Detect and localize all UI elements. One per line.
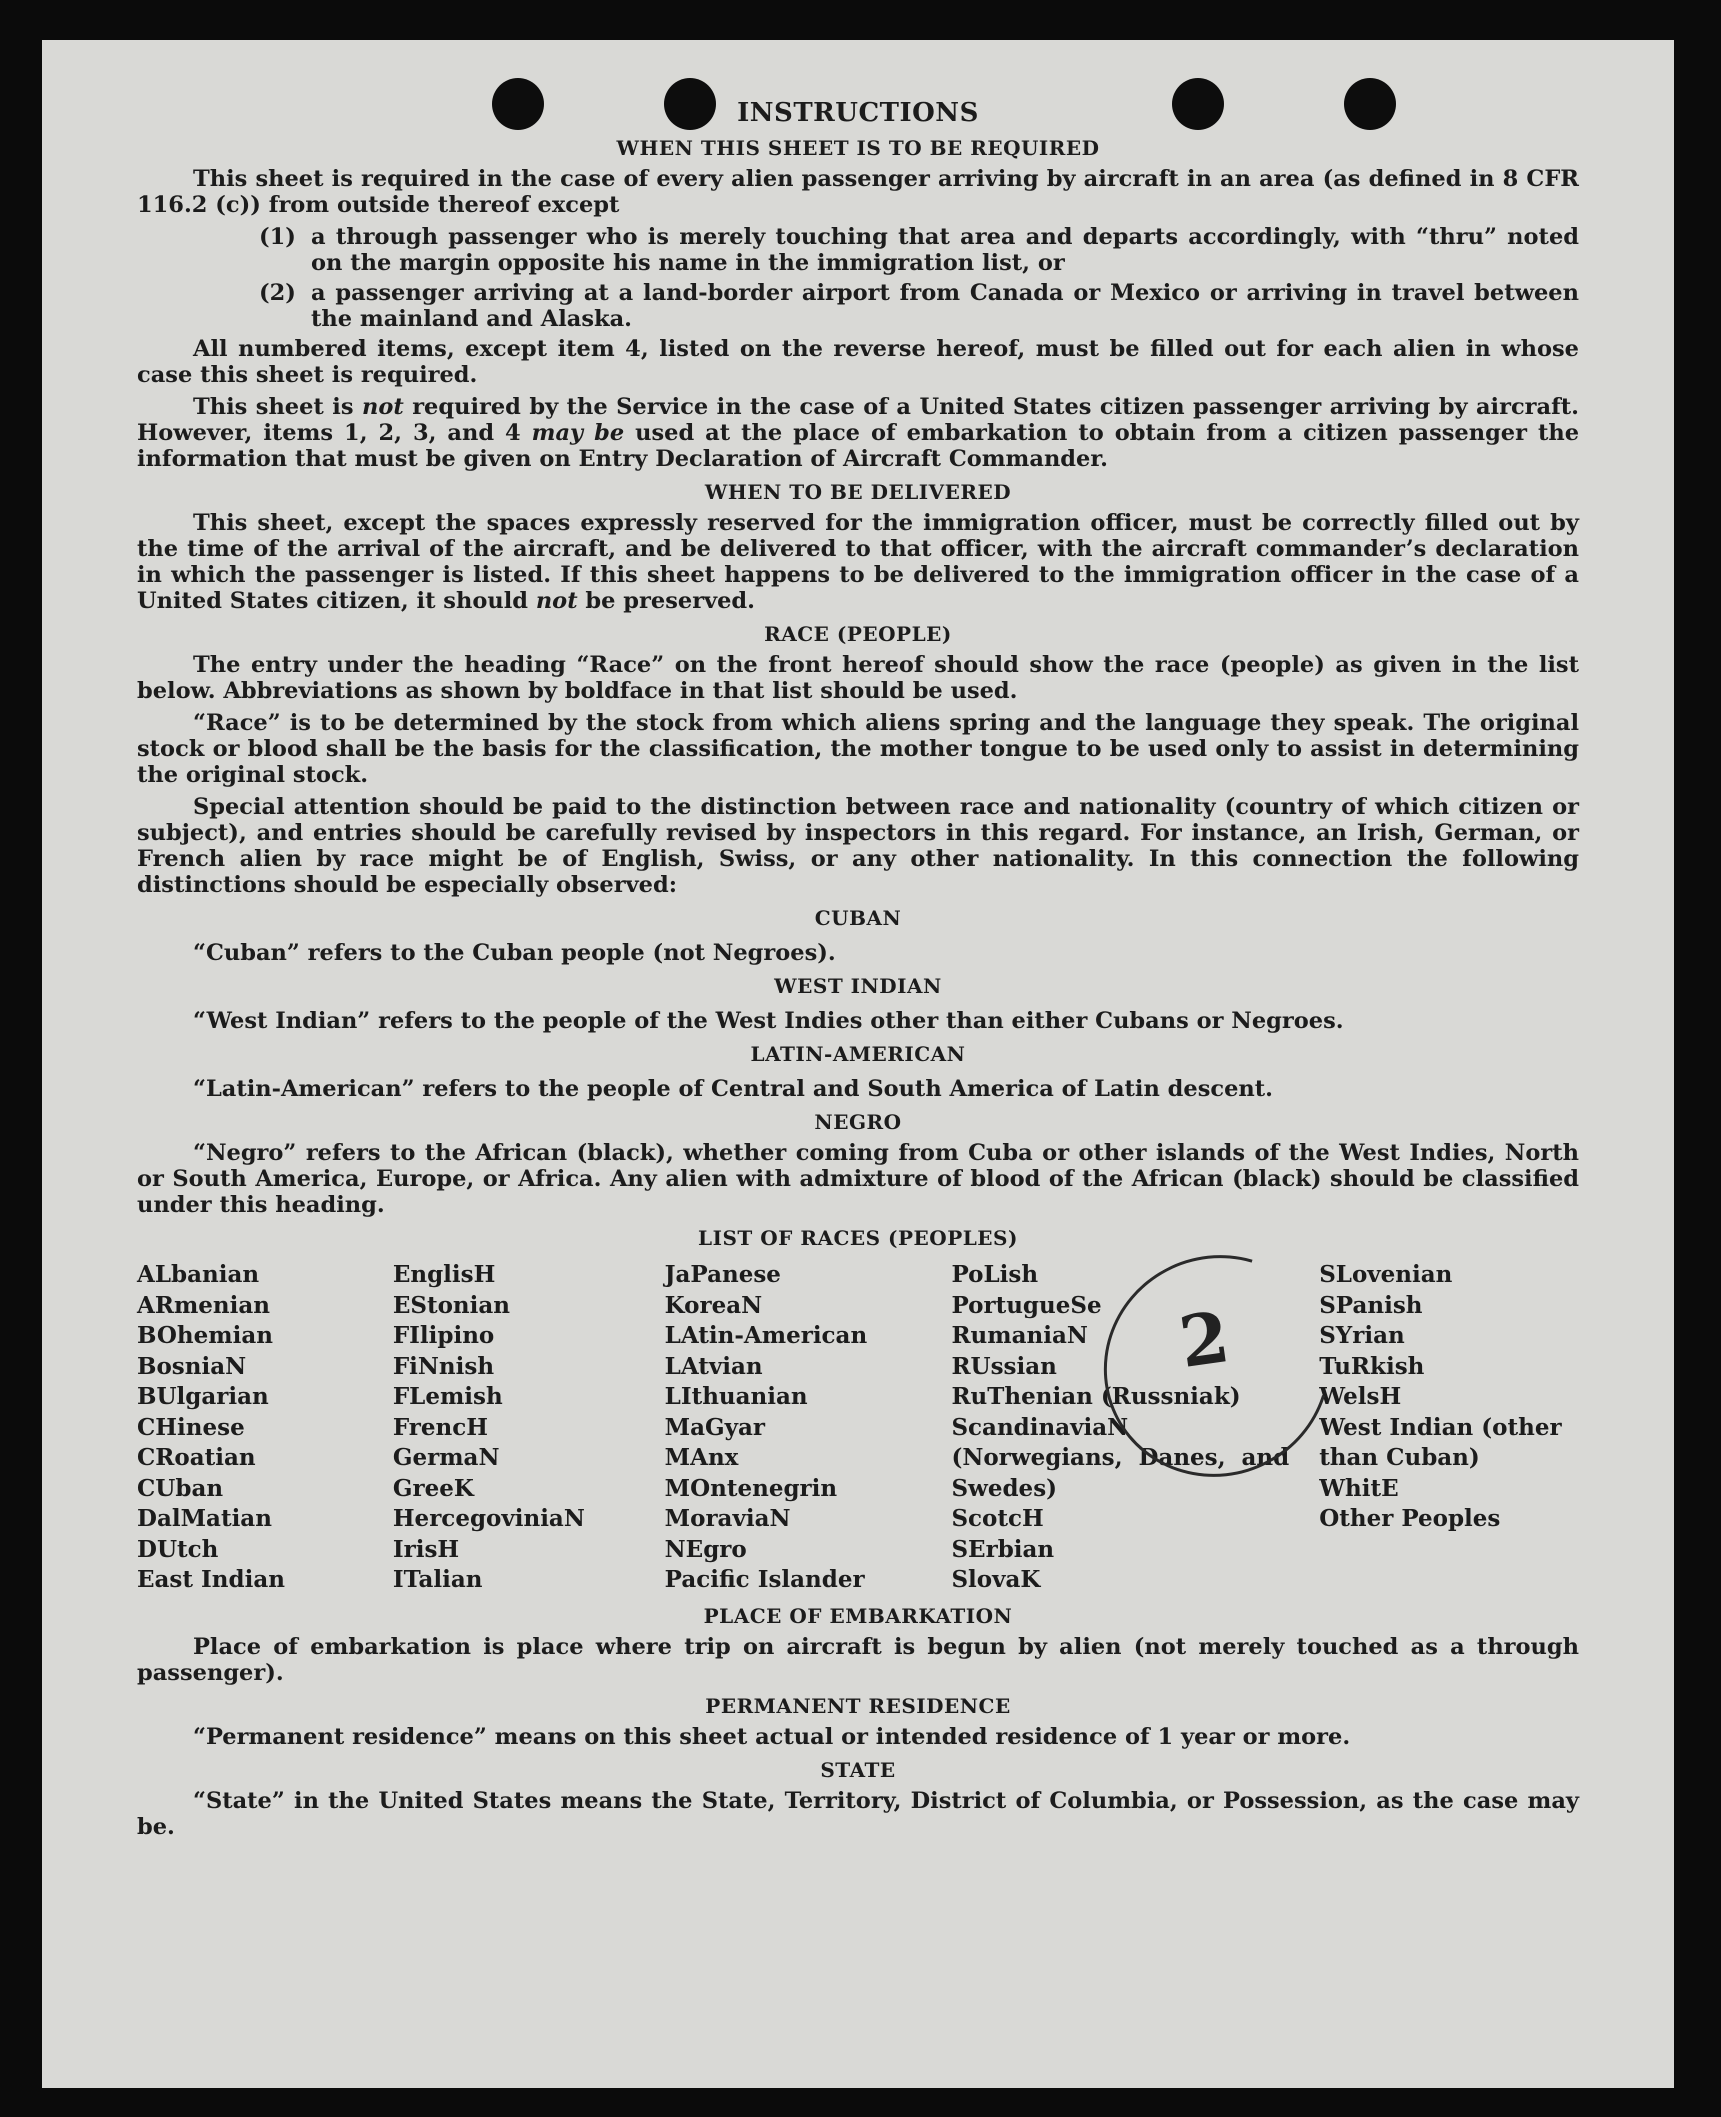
race-item: FLemish	[392, 1383, 503, 1410]
punch-hole	[664, 78, 716, 130]
race-item: TuRkish	[1319, 1352, 1425, 1380]
race-item: KoreaN	[664, 1291, 763, 1319]
text-run: This sheet is	[193, 394, 362, 420]
race-para2: “Race” is to be determined by the stock from which aliens spring and the language they speak. The original stock or blood shall be the basis for the classification, the mother tongue to be used only to assist in determining the original stock.	[137, 710, 1579, 788]
race-item: FIlipino	[392, 1322, 495, 1349]
race-item: GermaN	[392, 1444, 500, 1471]
race-item: RumaniaN	[951, 1322, 1088, 1349]
race-item: DUtch	[137, 1535, 219, 1563]
exception-number: (1)	[259, 224, 296, 250]
race-item: BUlgarian	[137, 1383, 269, 1410]
negro-text: “Negro” refers to the African (black), whether coming from Cuba or other islands of the West Indies, North or South America, Europe, or Africa. Any alien with admixture of blood of the African (black) should be classified under this heading.	[137, 1140, 1579, 1218]
race-item: LIthuanian	[664, 1383, 808, 1410]
race-column	[665, 1260, 952, 1596]
race-item: RuThenian (Russniak)	[951, 1383, 1241, 1410]
race-item: LAtvian	[664, 1352, 763, 1380]
race-item: Pacific Islander	[664, 1566, 865, 1593]
race-item: MaGyar	[664, 1413, 766, 1441]
race-item: SPanish	[1319, 1291, 1423, 1319]
race-item: RUssian	[951, 1352, 1057, 1380]
residence-text: “Permanent residence” means on this sheet actual or intended residence of 1 year or more.	[193, 1723, 1351, 1750]
race-column	[393, 1260, 665, 1596]
text-run: required by the Service in the case of a United States citizen passenger arriving by aircraft. However, items 1, 2, 3, and 4	[137, 394, 1579, 446]
handwritten-mark: 2	[1174, 1295, 1235, 1384]
race-column	[137, 1260, 393, 1596]
race-item: MAnx	[664, 1444, 739, 1471]
race-para1: The entry under the heading “Race” on the front hereof should show the race (people) as given in the list below. Abbreviations as shown by boldface in that list should be used.	[137, 652, 1579, 704]
latin-american-text: “Latin-American” refers to the people of Central and South America of Latin descent.	[193, 1076, 1273, 1102]
text-run: be preserved.	[577, 588, 756, 614]
exception-text: a through passenger who is merely touching that area and departs accordingly, with “thru” noted on the margin opposite his name in the immigration list, or	[311, 224, 1579, 276]
race-item: WhitE	[1319, 1474, 1399, 1502]
heading-delivered: WHEN TO BE DELIVERED	[704, 480, 1012, 504]
heading-state: STATE	[820, 1757, 896, 1782]
race-group	[1319, 1474, 1579, 1535]
race-item: MOntenegrin	[664, 1474, 838, 1502]
state-text: “State” in the United States means the State, Territory, District of Columbia, or Possession, as the case may be.	[137, 1787, 1579, 1840]
heading-race: RACE (PEOPLE)	[764, 622, 952, 646]
embarkation-text: Place of embarkation is place where trip on aircraft is begun by alien (not merely touched as a through passenger).	[137, 1633, 1579, 1686]
race-column	[1319, 1260, 1579, 1596]
race-group	[951, 1504, 1319, 1596]
text-run: used at the place of embarkation to obtain from a citizen passenger the information that must be given on Entry Declaration of Aircraft Commander.	[137, 420, 1580, 472]
race-item: ScotcH	[951, 1505, 1044, 1532]
race-item: East Indian	[137, 1566, 285, 1593]
race-item: SlovaK	[951, 1566, 1041, 1593]
race-item: SLovenian	[1319, 1261, 1453, 1288]
race-item: SErbian	[951, 1535, 1055, 1563]
race-item: PortugueSe	[951, 1291, 1102, 1319]
race-para3: Special attention should be paid to the distinction between race and nationality (country of which citizen or subject), and entries should be carefully revised by inspectors in this regard. For instance, an Irish, German, or French alien by race might be of English, Swiss, or any other nationality. In this connection the following distinctions should be especially observed:	[137, 794, 1579, 898]
race-item: ITalian	[392, 1566, 483, 1593]
heading-cuban: CUBAN	[814, 906, 902, 930]
document-sheet	[42, 40, 1674, 2088]
race-item: DalMatian	[137, 1505, 272, 1532]
exception-number: (2)	[259, 280, 296, 306]
race-list	[137, 1260, 1579, 1596]
race-item: HercegoviniaN	[392, 1505, 585, 1532]
race-item: LAtin-American	[664, 1322, 868, 1349]
race-item: PoLish	[951, 1261, 1039, 1288]
required-para3	[137, 394, 1579, 472]
race-item: CHinese	[137, 1413, 245, 1441]
page-title: INSTRUCTIONS	[737, 98, 979, 128]
race-item: EStonian	[392, 1291, 511, 1319]
west-indian-text: “West Indian” refers to the people of the West Indies other than either Cubans or Negroes.	[193, 1008, 1344, 1034]
race-item: FrencH	[392, 1413, 488, 1441]
heading-negro: NEGRO	[814, 1110, 902, 1134]
punch-hole	[492, 78, 544, 130]
race-item: NEgro	[664, 1535, 747, 1563]
race-item: ScandinaviaN (Norwegians, Danes, and Swedes)	[951, 1413, 1290, 1502]
race-item: ALbanian	[137, 1261, 260, 1288]
race-item: GreeK	[392, 1474, 474, 1502]
race-item: SYrian	[1319, 1322, 1405, 1349]
heading-west-indian: WEST INDIAN	[774, 974, 942, 998]
exception-item	[137, 224, 1579, 276]
race-item: Other Peoples	[1319, 1505, 1501, 1532]
race-item: JaPanese	[664, 1261, 781, 1288]
race-item: ARmenian	[137, 1291, 271, 1319]
exception-item	[137, 280, 1579, 332]
heading-embarkation: PLACE OF EMBARKATION	[703, 1603, 1013, 1628]
punch-hole	[1172, 78, 1224, 130]
race-item: IrisH	[392, 1535, 460, 1563]
heading-latin-american: LATIN-AMERICAN	[750, 1042, 966, 1066]
race-item: CUban	[137, 1474, 224, 1502]
race-item: CRoatian	[137, 1444, 256, 1471]
required-para2: All numbered items, except item 4, listed on the reverse hereof, must be filled out for each alien in whose case this sheet is required.	[137, 336, 1579, 388]
emphasis: not	[535, 588, 578, 614]
race-item: BosniaN	[137, 1352, 247, 1380]
heading-race-list: LIST OF RACES (PEOPLES)	[698, 1226, 1018, 1250]
race-item: BOhemian	[137, 1322, 273, 1349]
required-intro: This sheet is required in the case of every alien passenger arriving by aircraft in an area (as defined in 8 CFR 116.2 (c)) from outside thereof except	[137, 166, 1579, 218]
race-item: EnglisH	[392, 1261, 496, 1288]
exception-text: a passenger arriving at a land-border airport from Canada or Mexico or arriving in travel between the mainland and Alaska.	[311, 280, 1579, 332]
race-group	[1319, 1260, 1579, 1413]
heading-residence: PERMANENT RESIDENCE	[705, 1693, 1011, 1718]
race-item: West Indian (other than Cuban)	[1319, 1413, 1562, 1471]
race-item: WelsH	[1319, 1383, 1402, 1410]
race-item: FiNnish	[392, 1352, 495, 1380]
race-item: MoraviaN	[664, 1505, 791, 1532]
punch-hole	[1344, 78, 1396, 130]
text-run: This sheet, except the spaces expressly reserved for the immigration officer, must be correctly filled out by the time of the arrival of the aircraft, and be delivered to that officer, with the aircraft commander’s declaration in which the passenger is listed. If this sheet happens to be delivered to the immigration officer in the case of a United States citizen, it should	[137, 510, 1579, 614]
emphasis: may be	[531, 420, 625, 446]
cuban-text: “Cuban” refers to the Cuban people (not Negroes).	[193, 940, 836, 966]
heading-required: WHEN THIS SHEET IS TO BE REQUIRED	[616, 136, 1100, 160]
delivered-text	[137, 510, 1579, 614]
emphasis: not	[361, 394, 404, 420]
